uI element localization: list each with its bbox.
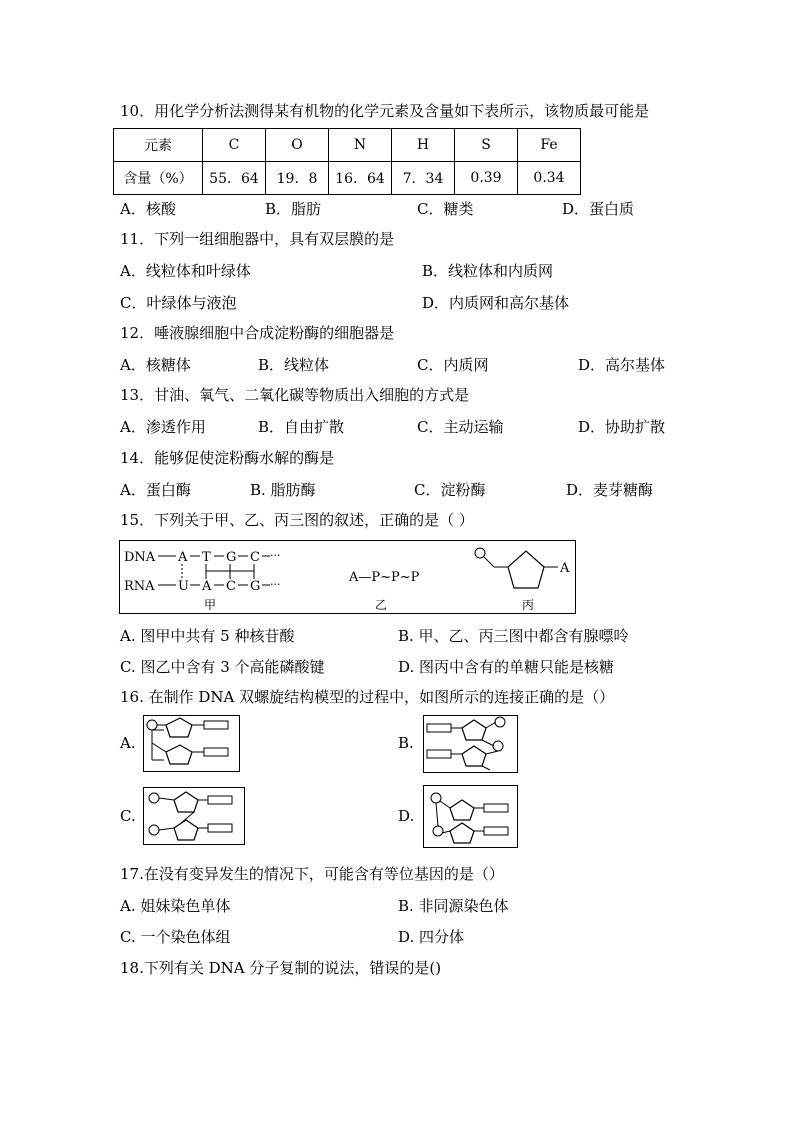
table-cell: C <box>203 129 266 162</box>
q14-option-d: D．麦芽糖酶 <box>566 481 654 499</box>
q14-option-a: A．蛋白酶 <box>120 481 191 499</box>
q16-stem: 16. 在制作 DNA 双螺旋结构模型的过程中，如图所示的连接正确的是（） <box>120 688 615 706</box>
q14-option-b: B. 脂肪酶 <box>250 481 316 499</box>
q16-option-a-diagram[interactable] <box>143 715 240 772</box>
table-cell: Fe <box>518 129 581 162</box>
q15-option-b: B. 甲、乙、丙三图中都含有腺嘌呤 <box>398 627 629 645</box>
q10-option-a: A．核酸 <box>120 200 176 218</box>
q15-option-a: A. 图甲中共有 5 种核苷酸 <box>120 627 295 645</box>
q12-option-d: D．高尔基体 <box>578 356 666 374</box>
q15-stem: 15．下列关于甲、乙、丙三图的叙述，正确的是（ ） <box>120 511 474 529</box>
q11-option-a: A．线粒体和叶绿体 <box>120 262 251 280</box>
q15-option-c: C. 图乙中含有 3 个高能磷酸键 <box>120 658 325 676</box>
rna-base: G <box>250 579 261 594</box>
q17-option-c: C. 一个染色体组 <box>120 928 231 946</box>
q17-option-b: B. 非同源染色体 <box>398 897 509 915</box>
table-cell: O <box>266 129 329 162</box>
q16-option-c-diagram[interactable] <box>143 787 245 845</box>
dna-label: DNA <box>124 550 156 565</box>
q13-stem: 13．甘油、氧气、二氧化碳等物质出入细胞的方式是 <box>120 386 470 404</box>
q11-stem: 11．下列一组细胞器中，具有双层膜的是 <box>120 230 395 248</box>
q13-option-d: D．协助扩散 <box>578 418 666 436</box>
atp-structure: A—P~P~P <box>349 570 420 585</box>
table-cell: 含量（%） <box>114 162 203 195</box>
table-header-row <box>114 129 581 162</box>
q10-option-b: B．脂肪 <box>265 200 322 218</box>
table-cell: 0.34 <box>518 162 581 195</box>
q13-option-b: B．自由扩散 <box>258 418 345 436</box>
q10-option-d: D．蛋白质 <box>562 200 635 218</box>
q11-option-b: B．线粒体和内质网 <box>422 262 554 280</box>
q17-option-d: D. 四分体 <box>398 928 465 946</box>
panel-label-yi: 乙 <box>375 598 388 612</box>
q13-option-a: A．渗透作用 <box>120 418 206 436</box>
q12-option-b: B．线粒体 <box>258 356 330 374</box>
q15-figure-frame <box>119 540 576 614</box>
q17-option-a: A. 姐妹染色单体 <box>120 897 231 915</box>
q11-option-d: D．内质网和高尔基体 <box>422 294 570 312</box>
table-cell: N <box>329 129 392 162</box>
rna-base: C <box>226 579 236 594</box>
q16-option-d-label: D. <box>398 807 415 825</box>
q16-option-b-label: B. <box>398 734 414 752</box>
q16-option-c-label: C. <box>120 807 136 825</box>
table-cell: 19．8 <box>266 162 329 195</box>
q16-option-d-diagram[interactable] <box>423 785 518 848</box>
table-cell: 16．64 <box>329 162 392 195</box>
q10-option-c: C．糖类 <box>417 200 474 218</box>
nucleotide-base-label: A <box>560 561 570 576</box>
q15-figure <box>120 541 575 613</box>
rna-base: U <box>178 579 189 594</box>
q18-stem: 18.下列有关 DNA 分子复制的说法，错误的是() <box>120 959 442 977</box>
table-cell: 55．64 <box>203 162 266 195</box>
table-cell: 0.39 <box>455 162 518 195</box>
svg-text:···: ··· <box>270 549 281 562</box>
q12-option-a: A．核糖体 <box>120 356 191 374</box>
q16-option-a-label: A. <box>120 734 136 752</box>
q14-option-c: C．淀粉酶 <box>414 481 486 499</box>
panel-label-bing: 丙 <box>522 598 535 612</box>
table-data-row <box>114 162 581 195</box>
dna-base: T <box>202 550 211 565</box>
svg-text:···: ··· <box>270 578 281 591</box>
q17-stem: 17.在没有变异发生的情况下，可能含有等位基因的是（） <box>120 865 504 883</box>
q14-stem: 14．能够促使淀粉酶水解的酶是 <box>120 449 335 467</box>
rna-base: A <box>202 579 212 594</box>
panel-label-jia: 甲 <box>204 598 217 612</box>
dna-base: G <box>226 550 237 565</box>
element-content-table <box>113 128 581 195</box>
table-cell: H <box>392 129 455 162</box>
rna-label: RNA <box>124 579 155 594</box>
table-cell: 7．34 <box>392 162 455 195</box>
q16-option-b-diagram[interactable] <box>423 715 518 773</box>
dna-base: A <box>178 550 188 565</box>
q12-stem: 12．唾液腺细胞中合成淀粉酶的细胞器是 <box>120 324 395 342</box>
table-cell: S <box>455 129 518 162</box>
q10-stem: 10．用化学分析法测得某有机物的化学元素及含量如下表所示，该物质最可能是 <box>120 102 650 120</box>
q11-option-c: C．叶绿体与液泡 <box>120 294 237 312</box>
table-cell: 元素 <box>114 129 203 162</box>
q13-option-c: C．主动运输 <box>417 418 504 436</box>
dna-base: C <box>250 550 260 565</box>
q12-option-c: C．内质网 <box>417 356 489 374</box>
q15-option-d: D. 图丙中含有的单糖只能是核糖 <box>398 658 615 676</box>
